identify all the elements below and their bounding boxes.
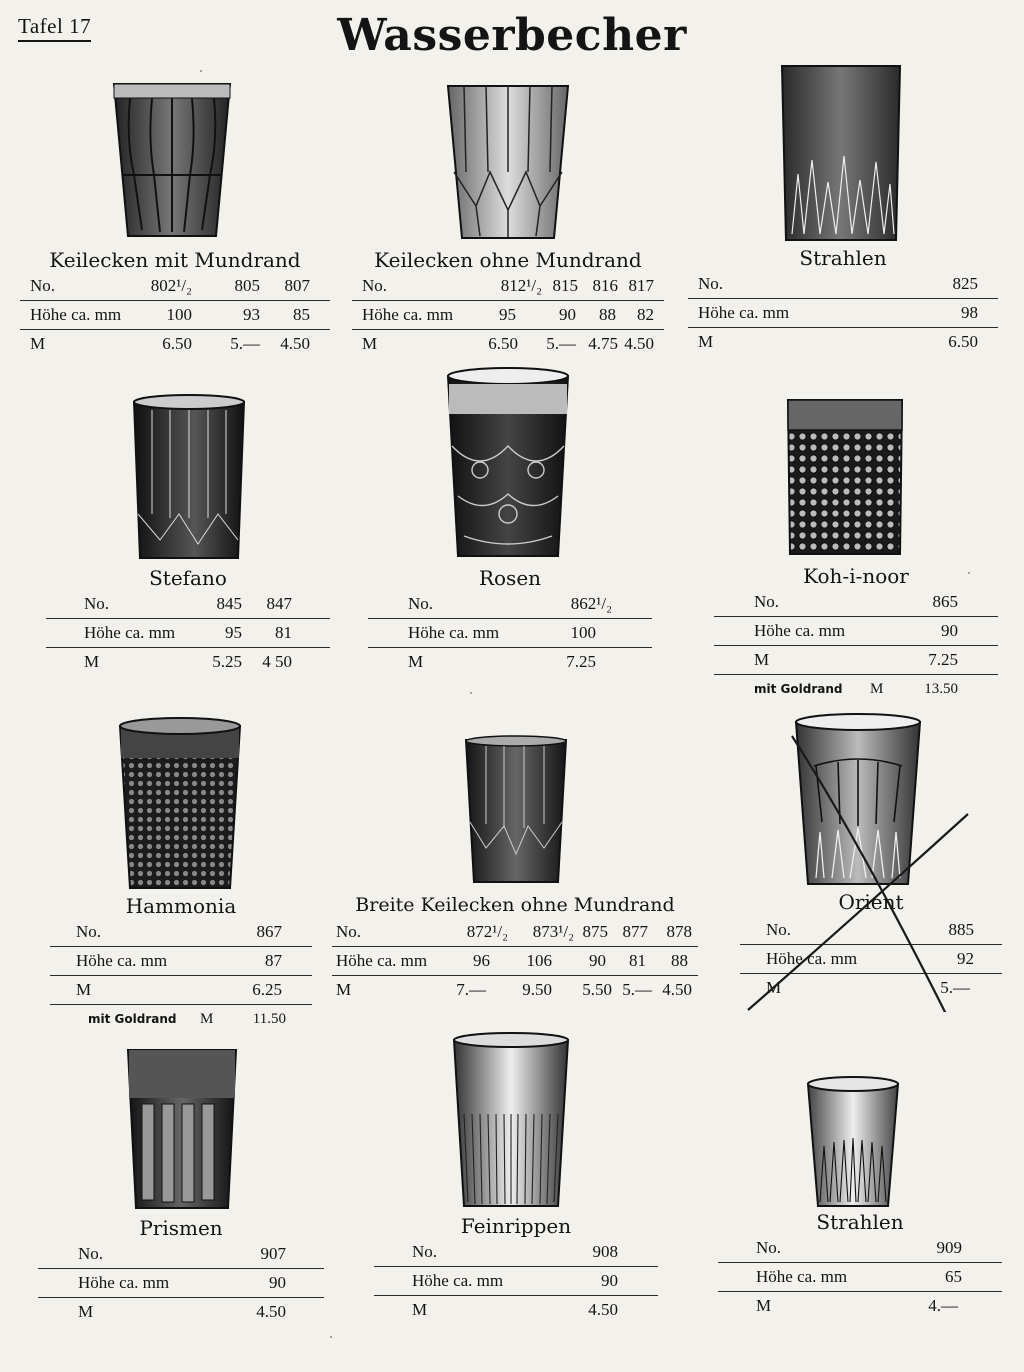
tumbler-illustration xyxy=(126,1048,238,1210)
height-label: Höhe ca. mm xyxy=(362,305,454,324)
catalog-item-keilecken-ohne-mundrand xyxy=(352,80,664,370)
number-row xyxy=(714,588,998,617)
cell: 5.50 xyxy=(582,980,612,999)
cell: 907 xyxy=(260,1244,286,1263)
height-label: Höhe ca. mm xyxy=(756,1267,848,1286)
cell: 873¹/₂ xyxy=(532,922,574,941)
no-label: No. xyxy=(412,1242,438,1261)
tumbler-illustration xyxy=(444,366,572,562)
price-row xyxy=(714,646,998,675)
cell: 862¹/₂ xyxy=(570,594,612,613)
page-title: Wasserbecher xyxy=(337,10,687,61)
height-row xyxy=(46,619,330,648)
cell: 90 xyxy=(941,621,958,640)
tumbler-illustration xyxy=(118,716,242,892)
spec-table xyxy=(50,918,312,1033)
height-row xyxy=(332,947,698,976)
cell: 6.50 xyxy=(948,332,978,351)
tumbler-illustration xyxy=(464,736,568,886)
tumbler-illustration xyxy=(806,1076,900,1208)
print-speck xyxy=(470,692,472,694)
price-row xyxy=(20,330,330,358)
catalog-item-rosen xyxy=(368,366,652,684)
height-row xyxy=(38,1269,324,1298)
print-speck xyxy=(968,572,970,574)
cell: 98 xyxy=(961,303,978,322)
price-label: M xyxy=(756,1296,772,1315)
catalog-item-stefano xyxy=(46,394,330,684)
cell: 4.— xyxy=(928,1296,958,1315)
no-label: No. xyxy=(362,276,388,295)
price-label: M xyxy=(754,650,770,669)
number-row xyxy=(38,1240,324,1269)
number-row xyxy=(352,272,664,301)
cell: 865 xyxy=(932,592,958,611)
cell: 6.50 xyxy=(162,334,192,353)
price-label: M xyxy=(362,334,378,353)
price-row xyxy=(368,648,652,676)
spec-table xyxy=(714,588,998,703)
cell: 805 xyxy=(234,276,260,295)
cell: 100 xyxy=(166,305,192,324)
cell: 81 xyxy=(275,623,292,642)
no-label: No. xyxy=(76,922,102,941)
item-name: Koh-i-noor xyxy=(803,564,909,588)
plate-label: Tafel 17 xyxy=(18,14,91,42)
height-label: Höhe ca. mm xyxy=(84,623,176,642)
item-name: Breite Keilecken ohne Mundrand xyxy=(355,894,675,916)
price-row xyxy=(688,328,998,356)
height-label: Höhe ca. mm xyxy=(30,305,122,324)
cell: 885 xyxy=(948,920,974,939)
cell: 6.50 xyxy=(488,334,518,353)
cell: 90 xyxy=(601,1271,618,1290)
cell: 908 xyxy=(592,1242,618,1261)
cell: 845 xyxy=(216,594,242,613)
no-label: No. xyxy=(408,594,434,613)
price-row xyxy=(50,976,312,1005)
number-row xyxy=(688,270,998,299)
height-label: Höhe ca. mm xyxy=(408,623,500,642)
price-row xyxy=(38,1298,324,1326)
catalog-item-keilecken-mit-mundrand xyxy=(20,80,330,370)
height-row xyxy=(688,299,998,328)
price-label: M xyxy=(78,1302,94,1321)
price-row xyxy=(374,1296,658,1324)
height-label: Höhe ca. mm xyxy=(412,1271,504,1290)
spec-table xyxy=(20,272,330,358)
height-row xyxy=(718,1263,1002,1292)
cell: 88 xyxy=(671,951,688,970)
cell: 90 xyxy=(269,1273,286,1292)
number-row xyxy=(718,1234,1002,1263)
cell: 5.— xyxy=(230,334,260,353)
cell: 100 xyxy=(570,623,596,642)
cell: 90 xyxy=(589,951,606,970)
gold-rim-unit: M xyxy=(200,1011,214,1027)
cell: 4.50 xyxy=(624,334,654,353)
cell: 4.50 xyxy=(280,334,310,353)
cell: 11.50 xyxy=(252,1011,286,1027)
cell: 909 xyxy=(936,1238,962,1257)
item-name: Feinrippen xyxy=(460,1214,572,1238)
item-name: Strahlen xyxy=(799,246,887,270)
item-name: Hammonia xyxy=(125,894,237,918)
cell: 93 xyxy=(243,305,260,324)
catalog-item-prismen xyxy=(38,1048,324,1324)
cell: 4.50 xyxy=(662,980,692,999)
cell: 96 xyxy=(473,951,490,970)
cell: 13.50 xyxy=(924,681,958,697)
number-row xyxy=(50,918,312,947)
tumbler-illustration xyxy=(786,398,904,556)
cell: 5.— xyxy=(622,980,652,999)
cell: 82 xyxy=(637,305,654,324)
price-label: M xyxy=(76,980,92,999)
spec-table xyxy=(332,918,698,1004)
gold-rim-row xyxy=(50,1005,312,1033)
catalog-item-breite-keilecken xyxy=(332,736,698,1006)
cell: 802¹/₂ xyxy=(150,276,192,295)
number-row xyxy=(368,590,652,619)
no-label: No. xyxy=(698,274,724,293)
cell: 4.50 xyxy=(256,1302,286,1321)
cell: 815 xyxy=(552,276,578,295)
cell: 812¹/₂ xyxy=(500,276,542,295)
price-row xyxy=(332,976,698,1004)
spec-table xyxy=(46,590,330,676)
price-label: M xyxy=(30,334,46,353)
catalog-item-feinrippen xyxy=(374,1032,658,1324)
height-label: Höhe ca. mm xyxy=(76,951,168,970)
height-row xyxy=(374,1267,658,1296)
cell: 7.25 xyxy=(566,652,596,671)
item-name: Keilecken ohne Mundrand xyxy=(374,248,642,272)
catalog-item-koh-i-noor xyxy=(714,398,998,698)
cell: 81 xyxy=(629,951,646,970)
number-row xyxy=(20,272,330,301)
price-label: M xyxy=(408,652,424,671)
height-row xyxy=(352,301,664,330)
number-row xyxy=(374,1238,658,1267)
spec-table xyxy=(368,590,652,676)
item-name: Strahlen xyxy=(816,1210,904,1234)
strike-through-mark xyxy=(740,722,1002,1012)
no-label: No. xyxy=(30,276,56,295)
cell: 4.75 xyxy=(588,334,618,353)
spec-table xyxy=(718,1234,1002,1320)
cell: 9.50 xyxy=(522,980,552,999)
spec-table xyxy=(38,1240,324,1326)
price-label: M xyxy=(698,332,714,351)
cell: 85 xyxy=(293,305,310,324)
cell: 88 xyxy=(599,305,616,324)
cell: 807 xyxy=(284,276,310,295)
item-name: Rosen xyxy=(478,566,542,590)
no-label: No. xyxy=(766,920,792,939)
cell: 95 xyxy=(225,623,242,642)
print-speck xyxy=(200,70,202,72)
cell: 7.25 xyxy=(928,650,958,669)
cell: 872¹/₂ xyxy=(466,922,508,941)
no-label: No. xyxy=(84,594,110,613)
cell: 867 xyxy=(256,922,282,941)
tumbler-illustration xyxy=(132,394,246,562)
tumbler-illustration xyxy=(780,64,902,242)
gold-rim-row xyxy=(714,675,998,703)
cell: 816 xyxy=(592,276,618,295)
cell: 92 xyxy=(957,949,974,968)
price-label: M xyxy=(766,978,782,997)
tumbler-illustration xyxy=(446,84,570,240)
number-row xyxy=(332,918,698,947)
cell: 65 xyxy=(945,1267,962,1286)
cell: 817 xyxy=(628,276,654,295)
item-name: Stefano xyxy=(149,566,227,590)
height-label: Höhe ca. mm xyxy=(698,303,790,322)
spec-table xyxy=(352,272,664,358)
cell: 847 xyxy=(266,594,292,613)
price-row xyxy=(46,648,330,676)
cell: 106 xyxy=(526,951,552,970)
height-label: Höhe ca. mm xyxy=(78,1273,170,1292)
cell: 5.25 xyxy=(212,652,242,671)
gold-rim-label: mit Goldrand xyxy=(754,682,843,696)
price-row xyxy=(718,1292,1002,1320)
tumbler-illustration xyxy=(112,80,232,240)
price-label: M xyxy=(84,652,100,671)
height-row xyxy=(714,617,998,646)
height-label: Höhe ca. mm xyxy=(766,949,858,968)
height-row xyxy=(50,947,312,976)
print-speck xyxy=(330,1336,332,1338)
no-label: No. xyxy=(336,922,362,941)
item-name: Orient xyxy=(838,890,904,914)
no-label: No. xyxy=(754,592,780,611)
price-row xyxy=(352,330,664,358)
no-label: No. xyxy=(78,1244,104,1263)
cell: 877 xyxy=(622,922,648,941)
height-row xyxy=(368,619,652,648)
item-name: Keilecken mit Mundrand xyxy=(49,248,301,272)
price-label: M xyxy=(412,1300,428,1319)
catalog-item-strahlen-825 xyxy=(688,64,998,364)
cell: 4 50 xyxy=(262,652,292,671)
cell: 5.— xyxy=(940,978,970,997)
price-label: M xyxy=(336,980,352,999)
height-label: Höhe ca. mm xyxy=(336,951,428,970)
number-row xyxy=(46,590,330,619)
cell: 90 xyxy=(559,305,576,324)
cell: 95 xyxy=(499,305,516,324)
catalog-item-orient xyxy=(740,712,1002,1002)
cell: 825 xyxy=(952,274,978,293)
cell: 7.— xyxy=(456,980,486,999)
item-name: Prismen xyxy=(139,1216,223,1240)
cell: 5.— xyxy=(546,334,576,353)
catalog-item-strahlen-909 xyxy=(718,1076,1002,1322)
cell: 87 xyxy=(265,951,282,970)
cell: 6.25 xyxy=(252,980,282,999)
cell: 875 xyxy=(582,922,608,941)
gold-rim-unit: M xyxy=(870,681,884,697)
spec-table xyxy=(374,1238,658,1324)
catalog-item-hammonia xyxy=(50,716,312,1032)
cell: 4.50 xyxy=(588,1300,618,1319)
spec-table xyxy=(688,270,998,356)
no-label: No. xyxy=(756,1238,782,1257)
gold-rim-label: mit Goldrand xyxy=(88,1012,177,1026)
height-row xyxy=(20,301,330,330)
cell: 878 xyxy=(666,922,692,941)
tumbler-illustration xyxy=(450,1032,572,1210)
height-label: Höhe ca. mm xyxy=(754,621,846,640)
